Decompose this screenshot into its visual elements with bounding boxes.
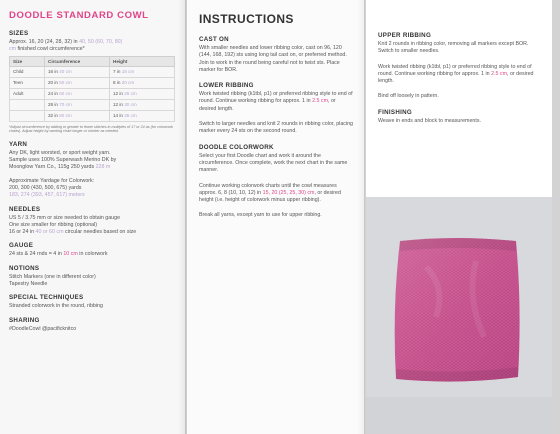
size-table-header [10, 56, 175, 66]
circ-cm: 40 cm [59, 69, 72, 75]
sharing-heading: SHARING [9, 316, 40, 324]
height-in: 14 in [113, 113, 123, 119]
lower-ribbing-suffix: , or desired length. [199, 98, 336, 112]
table-cell-height [110, 88, 175, 99]
table-row [10, 110, 175, 121]
height-in: 8 in [113, 80, 121, 86]
needles-line-1: US 5 / 3.75 mm or size needed to obtain gauge [9, 214, 121, 221]
finishing-text: Weave in ends and block to measurements. [378, 117, 481, 124]
sharing-section [9, 317, 177, 333]
gauge-rest: in colorwork [79, 251, 108, 258]
table-cell-size [10, 99, 45, 110]
needles-heading: NEEDLES [9, 205, 41, 213]
yarn-line-2: Sample uses 100% Superwash Merino DK by [9, 157, 117, 164]
notions-text [9, 274, 177, 289]
table-cell-circumference [45, 110, 110, 121]
table-cell-size [10, 110, 45, 121]
height-cm: 35 cm [124, 113, 137, 119]
size-table [9, 56, 175, 122]
cast-on-heading: CAST ON [199, 36, 229, 43]
table-header-circumference: Circumference [45, 56, 110, 66]
height-in: 12 in [113, 91, 123, 97]
height-cm: 20 cm [121, 80, 135, 86]
circ-in: 28 in [48, 102, 58, 108]
table-cell-height [110, 77, 175, 88]
sizes-heading: SIZES [9, 30, 29, 37]
sizes-rest: finished cowl circumference* [17, 46, 85, 53]
circ-cm: 60 cm [59, 91, 72, 97]
yarn-section [9, 141, 177, 200]
upper-ribbing-text-3: Bind off loosely in pattern. [378, 93, 439, 100]
colorwork-text-1: Select your first Doodle chart and work it around the circumference. Once complete, work the next chart in the same manner. [199, 152, 348, 174]
sizes-inches: Approx. 16, 20 (24, 28, 32) in [9, 39, 78, 45]
gauge-text [9, 251, 177, 258]
yarn-text [9, 150, 177, 172]
sharing-text: #DoodleCowl @pacificknitco [9, 325, 77, 332]
lower-ribbing-text: Work twisted ribbing (k1tbl, p1) or preferred ribbing style to end of round. Continue working ribbing for approx. 1 in [199, 91, 353, 105]
height-in: 12 in [113, 102, 123, 108]
table-cell-height [110, 99, 175, 110]
needles-section [9, 206, 177, 237]
page-edge [552, 0, 560, 434]
yarn-line-1: Any DK, light worsted, or sport weight yarn. [9, 149, 111, 156]
upper-ribbing-text: Work twisted ribbing (k1tbl, p1) or preferred ribbing style to end of round. Continue working ribbing for approx. 1 in [378, 63, 532, 77]
upper-ribbing-text-1: Knit 2 rounds in ribbing color, removing all markers except BOR. Switch to smaller needles. [378, 41, 529, 55]
notions-section [9, 265, 177, 289]
height-cm: 25 cm [124, 91, 137, 97]
upper-ribbing-cm: 2.5 cm [491, 70, 507, 77]
needles-line-3: 16 or 24 in [9, 229, 35, 236]
table-cell-height [110, 110, 175, 121]
left-page [0, 0, 186, 434]
lower-ribbing-text-2: Switch to larger needles and knit 2 rounds in ribbing color, placing marker every 24 sts on the second round. [199, 121, 353, 135]
notions-line-1: Stitch Markers (one in different color) [9, 273, 96, 280]
height-cm: 18 cm [121, 69, 135, 75]
colorwork-cm: 15, 20 (25, 25, 30) cm [262, 189, 315, 196]
colorwork-text: Continue working colorwork charts until the cowl measures approx. 6, 8 (10, 10, 12) in [199, 182, 337, 196]
lower-ribbing-heading: LOWER RIBBING [199, 82, 254, 90]
table-cell-circumference [45, 99, 110, 110]
colorwork-text-3: Break all yarns, except yarn to use for upper ribbing. [199, 212, 322, 219]
needles-text [9, 215, 177, 237]
yarn-heading: YARN [9, 140, 28, 148]
cast-on-text: With smaller needles and lower ribbing color, cast on 96, 120 (144, 168, 192) sts using long tail cast on, or preferred method. Join to work in the round being careful not to twist sts. Place marker for BOR. [199, 45, 347, 73]
circ-cm: 80 cm [59, 113, 72, 119]
table-header-size: Size [10, 56, 45, 66]
upper-ribbing-text-2 [378, 64, 542, 86]
yardage-text [9, 178, 177, 200]
sizes-cm: 40, 50 (60, 70, 80) [79, 39, 123, 45]
size-footnote: *Adjust circumference by adding or greater to fewer stitches in multiples of 17 or 24 as (for colorwork charts). Adjust height by working chart longer or shorter as needed. [9, 124, 173, 134]
yardage-meters: 183, 274 (393, 457, 617) meters [9, 192, 85, 199]
height-cm: 30 cm [124, 102, 137, 108]
page-fold-shadow [178, 0, 187, 434]
yarn-meters: 228 m [95, 164, 111, 171]
needles-line-2: One size smaller for ribbing (optional) [9, 221, 98, 228]
needles-line-3-rest: circular needles based on size [64, 229, 137, 236]
yardage-label: Approximate Yardage for Colorwork: [9, 177, 95, 184]
gauge-cm: 10 cm [63, 251, 78, 258]
circ-in: 24 in [48, 91, 58, 97]
cowl-illustration [366, 197, 552, 434]
special-techniques-heading: SPECIAL TECHNIQUES [9, 294, 84, 302]
table-cell-size: Adult [10, 88, 45, 99]
gauge-section [9, 242, 177, 258]
page-fold-shadow [357, 0, 366, 434]
circ-in: 20 in [48, 80, 58, 86]
doodle-colorwork-heading: DOODLE COLORWORK [199, 143, 274, 151]
table-row [10, 66, 175, 77]
upper-ribbing-heading: UPPER RIBBING [378, 32, 432, 39]
sizes-section [9, 30, 177, 134]
gauge-heading: GAUGE [9, 242, 34, 250]
table-row [10, 88, 175, 99]
circ-in: 32 in [48, 113, 58, 119]
yarn-line-3: Moonglow Yarn Co., 115g 250 yards [9, 164, 95, 171]
table-cell-height [110, 66, 175, 77]
table-cell-size: Child [10, 66, 45, 77]
table-header-height: Height [110, 56, 175, 66]
cowl-photo [366, 197, 552, 434]
sizes-cm-unit: cm [9, 46, 17, 53]
gauge-line: 24 sts & 24 rnds = 4 in [9, 251, 62, 258]
notions-heading: NOTIONS [9, 264, 40, 272]
circ-cm: 70 cm [59, 102, 72, 108]
height-in: 7 in [113, 69, 121, 75]
special-techniques-section [9, 294, 177, 310]
yardage-values: 200, 300 (430, 500, 675) yards [9, 184, 82, 191]
table-row [10, 77, 175, 88]
circ-in: 16 in [48, 69, 58, 75]
circ-cm: 50 cm [59, 80, 72, 86]
special-techniques-text: Stranded colorwork in the round, ribbing [9, 303, 103, 310]
table-row [10, 99, 175, 110]
pattern-title: DOODLE STANDARD COWL [9, 10, 149, 21]
notions-line-2: Tapestry Needle [9, 281, 48, 288]
needles-cm: 40 or 60 cm [35, 229, 64, 236]
finishing-heading: FINISHING [378, 108, 412, 116]
colorwork-text-2 [199, 183, 354, 205]
table-cell-circumference [45, 66, 110, 77]
lower-ribbing-cm: 2.5 cm [312, 98, 328, 105]
table-cell-size: Teen [10, 77, 45, 88]
instructions-title: INSTRUCTIONS [199, 12, 294, 26]
lower-ribbing-text-1 [199, 91, 354, 113]
upper-ribbing-suffix: , or desired length. [378, 70, 534, 85]
colorwork-suffix: , or desired height (i.e. height of colorwork minus upper ribbing). [199, 189, 341, 204]
table-cell-circumference [45, 77, 110, 88]
table-cell-circumference [45, 88, 110, 99]
sizes-text [9, 39, 177, 54]
middle-page [187, 0, 365, 434]
